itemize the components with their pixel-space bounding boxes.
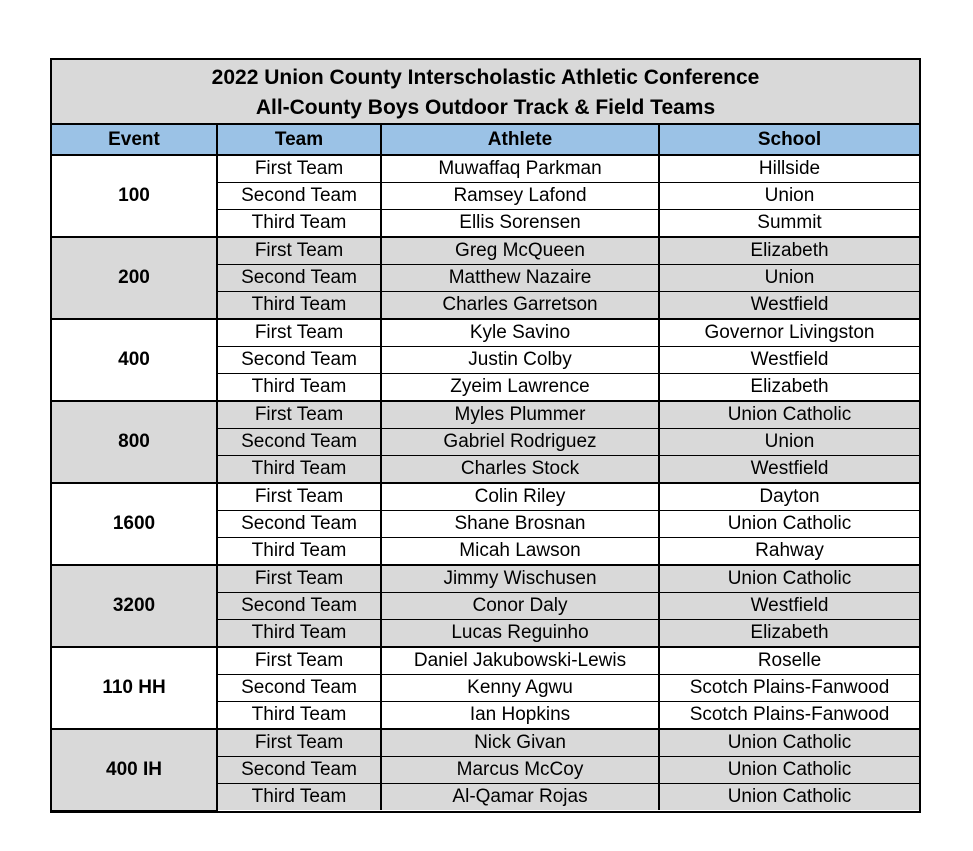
school-cell: Roselle — [659, 647, 919, 675]
team-cell: First Team — [217, 155, 381, 183]
event-cell: 1600 — [52, 483, 217, 565]
table-row — [52, 565, 919, 593]
athlete-cell: Daniel Jakubowski-Lewis — [381, 647, 659, 675]
table-title — [52, 60, 919, 125]
athlete-cell: Zyeim Lawrence — [381, 374, 659, 402]
athlete-cell: Ellis Sorensen — [381, 210, 659, 238]
school-cell: Union Catholic — [659, 729, 919, 757]
school-cell: Union Catholic — [659, 511, 919, 538]
team-cell: Second Team — [217, 593, 381, 620]
event-cell: 110 HH — [52, 647, 217, 729]
athlete-cell: Muwaffaq Parkman — [381, 155, 659, 183]
team-cell: Third Team — [217, 210, 381, 238]
table-row — [52, 237, 919, 265]
event-group — [52, 647, 919, 729]
school-cell: Westfield — [659, 292, 919, 320]
athlete-cell: Myles Plummer — [381, 401, 659, 429]
school-cell: Union — [659, 265, 919, 292]
team-cell: Second Team — [217, 675, 381, 702]
athlete-cell: Shane Brosnan — [381, 511, 659, 538]
event-group — [52, 319, 919, 401]
team-cell: Third Team — [217, 702, 381, 730]
school-cell: Union Catholic — [659, 757, 919, 784]
team-cell: First Team — [217, 319, 381, 347]
school-cell: Scotch Plains-Fanwood — [659, 702, 919, 730]
table-row — [52, 155, 919, 183]
team-cell: Second Team — [217, 511, 381, 538]
school-cell: Westfield — [659, 347, 919, 374]
table-row — [52, 483, 919, 511]
school-cell: Hillside — [659, 155, 919, 183]
table-row — [52, 319, 919, 347]
school-cell: Governor Livingston — [659, 319, 919, 347]
school-cell: Union Catholic — [659, 784, 919, 811]
title-line-1: 2022 Union County Interscholastic Athletic Conference — [211, 66, 760, 89]
team-cell: First Team — [217, 237, 381, 265]
school-cell: Elizabeth — [659, 237, 919, 265]
title-line-2: All-County Boys Outdoor Track & Field Teams — [255, 96, 716, 119]
event-group — [52, 729, 919, 810]
school-cell: Summit — [659, 210, 919, 238]
school-cell: Scotch Plains-Fanwood — [659, 675, 919, 702]
team-cell: Third Team — [217, 456, 381, 484]
event-cell: 100 — [52, 155, 217, 237]
team-cell: First Team — [217, 565, 381, 593]
table-row — [52, 729, 919, 757]
table-row — [52, 647, 919, 675]
event-group — [52, 237, 919, 319]
athlete-cell: Ian Hopkins — [381, 702, 659, 730]
team-cell: Third Team — [217, 538, 381, 566]
table-row — [52, 401, 919, 429]
team-cell: Second Team — [217, 347, 381, 374]
school-cell: Union — [659, 183, 919, 210]
team-cell: Third Team — [217, 784, 381, 811]
school-cell: Westfield — [659, 456, 919, 484]
athlete-cell: Marcus McCoy — [381, 757, 659, 784]
school-cell: Elizabeth — [659, 620, 919, 648]
team-cell: Second Team — [217, 429, 381, 456]
event-group — [52, 401, 919, 483]
header-athlete: Athlete — [381, 125, 659, 155]
event-cell: 200 — [52, 237, 217, 319]
school-cell: Union Catholic — [659, 401, 919, 429]
header-event: Event — [52, 125, 217, 155]
team-cell: Second Team — [217, 183, 381, 210]
athlete-cell: Charles Garretson — [381, 292, 659, 320]
event-group — [52, 483, 919, 565]
event-group — [52, 565, 919, 647]
team-cell: First Team — [217, 729, 381, 757]
athlete-cell: Gabriel Rodriguez — [381, 429, 659, 456]
athlete-cell: Nick Givan — [381, 729, 659, 757]
team-cell: First Team — [217, 647, 381, 675]
school-cell: Union Catholic — [659, 565, 919, 593]
athlete-cell: Al-Qamar Rojas — [381, 784, 659, 811]
athlete-cell: Conor Daly — [381, 593, 659, 620]
event-group — [52, 155, 919, 237]
event-cell: 400 IH — [52, 729, 217, 810]
athlete-cell: Kenny Agwu — [381, 675, 659, 702]
athlete-cell: Kyle Savino — [381, 319, 659, 347]
athlete-cell: Justin Colby — [381, 347, 659, 374]
event-cell: 3200 — [52, 565, 217, 647]
athlete-cell: Colin Riley — [381, 483, 659, 511]
athlete-cell: Ramsey Lafond — [381, 183, 659, 210]
athlete-cell: Lucas Reguinho — [381, 620, 659, 648]
event-cell: 800 — [52, 401, 217, 483]
athlete-cell: Micah Lawson — [381, 538, 659, 566]
athlete-cell: Matthew Nazaire — [381, 265, 659, 292]
school-cell: Union — [659, 429, 919, 456]
team-cell: First Team — [217, 483, 381, 511]
athlete-cell: Greg McQueen — [381, 237, 659, 265]
school-cell: Rahway — [659, 538, 919, 566]
team-cell: Second Team — [217, 757, 381, 784]
header-row — [52, 125, 919, 155]
all-county-table-sheet — [50, 58, 921, 813]
header-team: Team — [217, 125, 381, 155]
school-cell: Dayton — [659, 483, 919, 511]
team-cell: Third Team — [217, 374, 381, 402]
school-cell: Westfield — [659, 593, 919, 620]
team-cell: First Team — [217, 401, 381, 429]
results-table — [52, 125, 919, 811]
athlete-cell: Jimmy Wischusen — [381, 565, 659, 593]
header-school: School — [659, 125, 919, 155]
athlete-cell: Charles Stock — [381, 456, 659, 484]
team-cell: Third Team — [217, 292, 381, 320]
school-cell: Elizabeth — [659, 374, 919, 402]
team-cell: Second Team — [217, 265, 381, 292]
event-cell: 400 — [52, 319, 217, 401]
team-cell: Third Team — [217, 620, 381, 648]
